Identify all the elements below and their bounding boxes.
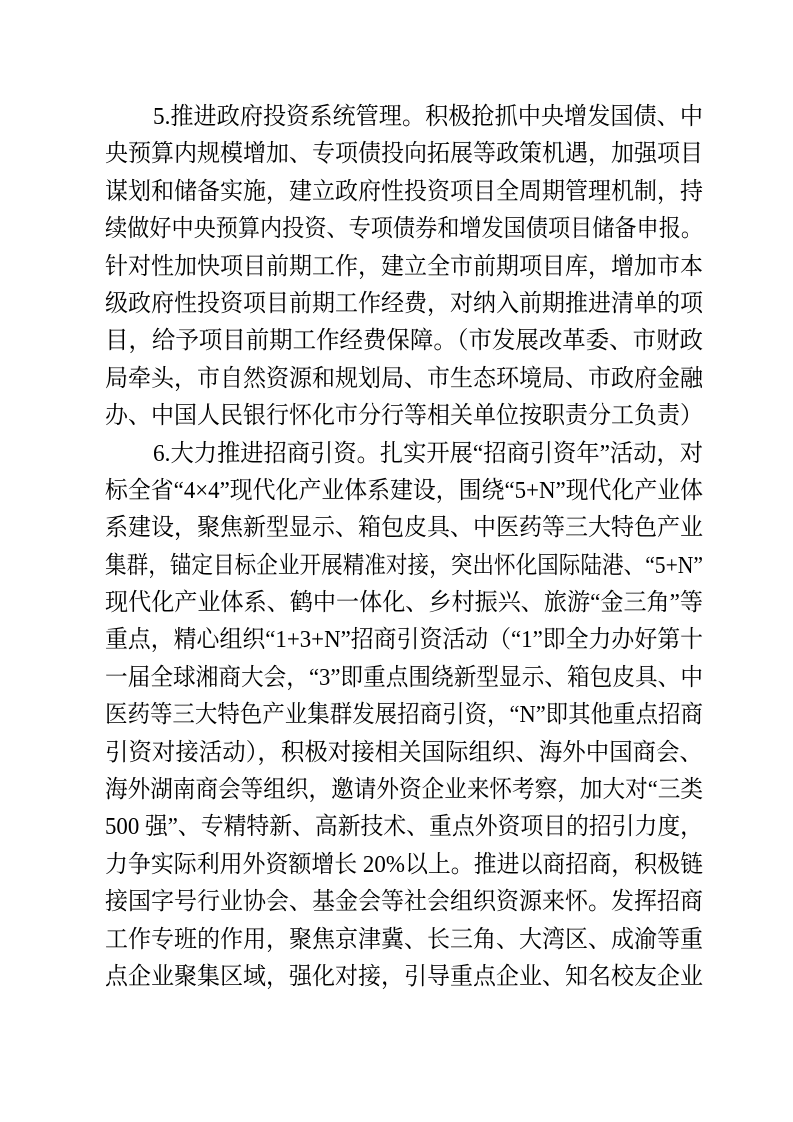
text-line (105, 922, 703, 959)
text-run: 500 强”、专精特新、高新技术、重点外资项目的招引力度， (105, 814, 703, 841)
text-run: 局牵头，市自然资源和规划局、市生态环境局、市政府金融 (105, 365, 703, 392)
text-run: 针对性加快项目前期工作，建立全市前期项目库，增加市本 (105, 253, 703, 280)
text-line (105, 174, 703, 211)
text-run: 谋划和储备实施，建立政府性投资项目全周期管理机制，持 (105, 178, 703, 205)
document-body (105, 99, 703, 996)
text-line (105, 847, 703, 884)
text-run: 引资对接活动），积极对接相关国际组织、海外中国商会、 (105, 739, 703, 766)
text-run: 续做好中央预算内投资、专项债券和增发国债项目储备申报。 (105, 216, 703, 243)
text-line (105, 622, 703, 659)
text-run: 海外湖南商会等组织，邀请外资企业来怀考察，加大对“三类 (105, 777, 703, 804)
text-line (105, 510, 703, 547)
text-run: 5.推进政府投资系统管理。积极抢抓中央增发国债、中 (153, 104, 703, 130)
text-line (105, 660, 703, 697)
text-line (105, 211, 703, 248)
text-line (105, 884, 703, 921)
text-line (105, 136, 703, 173)
text-run: 目，给予项目前期工作经费保障。（市发展改革委、市财政 (105, 328, 703, 355)
text-line (105, 585, 703, 622)
text-run: 工作专班的作用，聚焦京津冀、长三角、大湾区、成渝等重 (105, 926, 703, 953)
text-line (105, 809, 703, 846)
text-line (105, 249, 703, 286)
paragraph-first-line (105, 436, 703, 473)
paragraph (105, 99, 703, 436)
text-run: 接国字号行业协会、基金会等社会组织资源来怀。发挥招商 (105, 889, 703, 916)
text-line (105, 473, 703, 510)
text-line (105, 548, 703, 585)
paragraph (105, 436, 703, 997)
text-line (105, 735, 703, 772)
text-run: 现代化产业体系、鹤中一体化、乡村振兴、旅游“金三角”等 (105, 590, 703, 617)
text-line (105, 398, 703, 435)
text-run: 医药等三大特色产业集群发展招商引资，“N”即其他重点招商 (105, 702, 703, 729)
text-line (105, 959, 703, 996)
text-run: 级政府性投资项目前期工作经费，对纳入前期推进清单的项 (105, 290, 703, 317)
paragraph-first-line (105, 99, 703, 136)
text-run: 系建设，聚焦新型显示、箱包皮具、中医药等三大特色产业 (105, 515, 703, 542)
text-line (105, 361, 703, 398)
text-line (105, 323, 703, 360)
text-line (105, 772, 703, 809)
text-run: 力争实际利用外资额增长 20%以上。推进以商招商，积极链 (105, 851, 703, 878)
text-run: 6.大力推进招商引资。扎实开展“招商引资年”活动，对 (153, 440, 703, 467)
text-run: 一届全球湘商大会，“3”即重点围绕新型显示、箱包皮具、中 (105, 664, 703, 691)
text-line (105, 697, 703, 734)
text-run: 重点，精心组织“1+3+N”招商引资活动（“1”即全力办好第十 (105, 627, 703, 654)
text-run: 标全省“4×4”现代化产业体系建设，围绕“5+N”现代化产业体 (105, 477, 703, 504)
text-run: 集群，锚定目标企业开展精准对接，突出怀化国际陆港、“5+N” (105, 552, 703, 579)
text-run: 点企业聚集区域，强化对接，引导重点企业、知名校友企业 (105, 963, 703, 990)
text-run: 央预算内规模增加、专项债投向拓展等政策机遇，加强项目 (105, 141, 703, 168)
text-line (105, 286, 703, 323)
text-run: 办、中国人民银行怀化市分行等相关单位按职责分工负责） (105, 403, 703, 430)
